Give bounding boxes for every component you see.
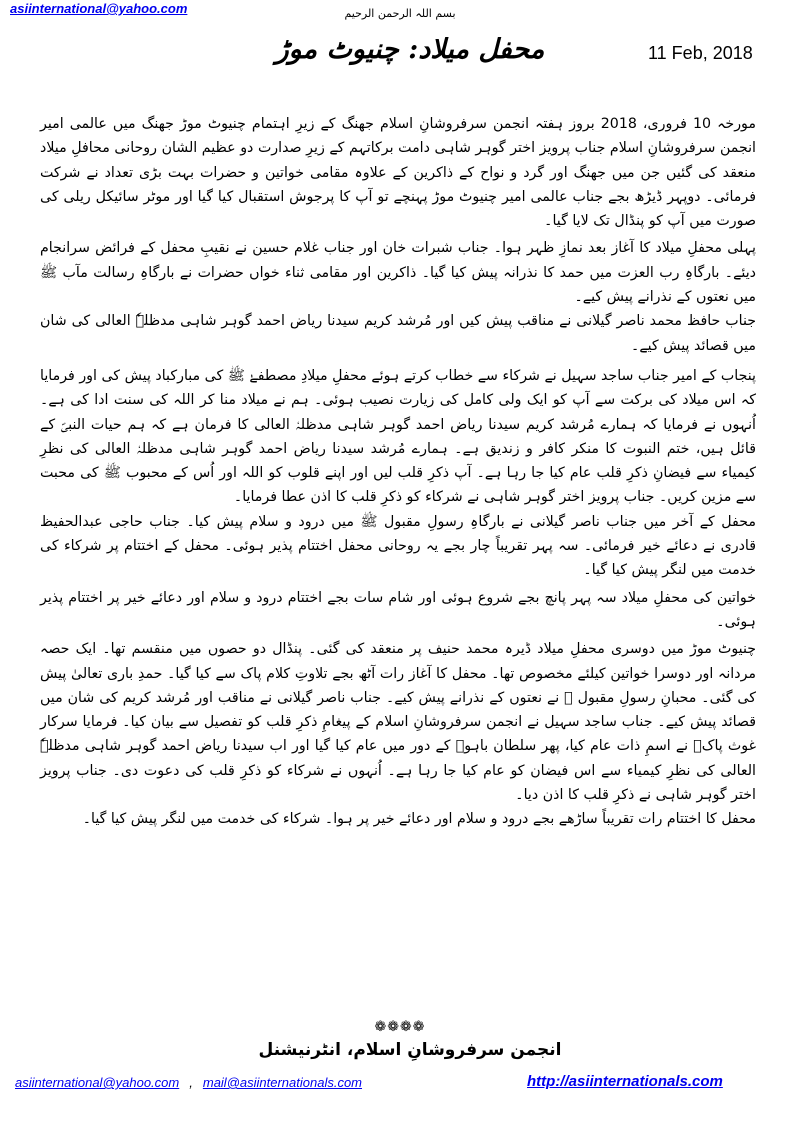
paragraph-2: پہلی محفلِ میلاد کا آغاز بعد نمازِ ظہر ہوا۔ جناب شبرات خان اور جناب غلام حسین نے نقیبِ محفل کے فرائض سرانجام دیئے۔ بارگاہِ رب العزت میں حمد کا نذرانہ پیش کیا گیا۔ ذاکرین اور مقامی ثناء خواں حضرات نے بارگاہِ رسالت مآب ﷺ میں نعتوں کے نذرانے پیش کیے۔ bbox=[40, 240, 756, 306]
paragraph-1: مورخہ 10 فروری، 2018 بروز ہفتہ انجمن سرفروشانِ اسلام جھنگ کے زیرِ اہتمام چنیوٹ موڑ جھنگ میں عالمی امیر انجمن سرفروشانِ اسلام جناب پرویز اختر گوہر شاہی دامت برکاتہم کے زیرِ صدارت دو عظیم الشان روحانی محافلِ میلاد منعقد کی گئیں جن میں جھنگ اور گرد و نواح کے ذاکرین کے علاوہ مقامی خواتین و حضرات بہت بڑی تعداد نے شرکت فرمائی۔ دوپہر ڈیڑھ بجے جناب عالمی امیر چنیوٹ موڑ پہنچے تو آپ کا پرجوش استقبال کیا گیا اور موٹر سائیکل ریلی کی صورت میں آپ کو پنڈال تک لایا گیا۔ bbox=[40, 116, 756, 230]
paragraph-5: محفل کے آخر میں جناب ناصر گیلانی نے بارگاہِ رسولِ مقبول ﷺ میں درود و سلام پیش کیا۔ جناب حاجی عبدالحفیظ قادری نے دعائے خیر فرمائی۔ سہ پہر تقریباً چار بجے یہ روحانی محفل اختتام پذیر ہوئی۔ محفل کے اختتام پر شرکاء کی خدمت میں لنگر پیش کیا گیا۔ bbox=[40, 513, 756, 579]
paragraph-7: چنیوٹ موڑ میں دوسری محفلِ میلاد ڈیرہ محمد حنیف پر منعقد کی گئی۔ پنڈال دو حصوں میں منقسم تھا۔ ایک حصہ مردانہ اور دوسرا خواتین کیلئے مخصوص تھا۔ محفل کا آغاز رات آٹھ بجے تلاوتِ کلام پاک سے کیا گیا۔ حمدِ باری تعالیٰ پیش کی گئی۔ محبانِ رسولِ مقبول ﷺ نے نعتوں کے نذرانے پیش کیے۔ جناب ناصر گیلانی نے مناقب اور مُرشد کریم کی شان میں قصائد پیش کیے۔ جناب ساجد سہیل نے انجمن سرفروشانِ اسلام کے پیغامِ ذکرِ قلب کو تفصیل سے بیان کیا۔ فرمایا سرکار غوث پاکؓ نے اسمِ ذات عام کیا، پھر سلطان باہوؒ کے دور میں عام کیا گیا اور اب سیدنا ریاض احمد گوہر شاہی مدظلہٗ العالی کی نظرِ کیمیاء سے اس فیضان کو عام کیا جا رہا ہے۔ اُنہوں نے شرکاء کو ذکرِ قلب کی دعوت دی۔ جناب پرویز اختر گوہر شاہی نے ذکرِ قلب کا اذن دیا۔ bbox=[40, 641, 756, 804]
footer-email-link-2[interactable]: mail@asiinternationals.com bbox=[202, 1075, 363, 1090]
page-title: محفل میلاد: چنیوٹ موڑ bbox=[275, 34, 545, 65]
bismillah-text: بسم اللہ الرحمن الرحیم bbox=[344, 7, 456, 20]
paragraph-8: محفل کا اختتام رات تقریباً ساڑھے بجے درود و سلام اور دعائے خیر پر ہوا۔ شرکاء کی خدمت میں لنگر پیش کیا گیا۔ bbox=[82, 811, 756, 828]
paragraph-4: پنجاب کے امیر جناب ساجد سہیل نے شرکاء سے خطاب کرتے ہوئے محفلِ میلادِ مصطفےٰ ﷺ کی مبارکباد پیش کی اور فرمایا کہ اس میلاد کی برکت سے آپ کو ایک ولی کامل کی زیارت نصیب ہوئی۔ ہم نے میلاد منا کر اللہ کی سنت ادا کی ہے۔ اُنہوں نے فرمایا کہ ہمارے مُرشد کریم سیدنا ریاض احمد گوہر شاہی مدظلہٗ العالی کا فرمان ہے کہ ہم حیات النبیؐ کے قائل ہیں، ختم النبوت کا منکر کافر و زندیق ہے۔ ہمارے مُرشد سیدنا ریاض احمد گوہر شاہی مدظلہٗ العالی کی نظرِ کیمیاء سے فیضانِ ذکرِ قلب عام کیا جا رہا ہے۔ آپ ذکرِ قلب لیں اور اپنے قلوب کو اللہ اور اُس کے محبوب ﷺ کی محبت سے مزین کریں۔ جناب پرویز اختر گوہر شاہی نے شرکاء کو ذکرِ قلب کا اذن عطا فرمایا۔ bbox=[40, 367, 756, 506]
footer-website-link[interactable]: http://asiinternationals.com bbox=[527, 1073, 723, 1090]
article-date: 11 Feb, 2018 bbox=[648, 43, 753, 63]
paragraph-6: خواتین کی محفلِ میلاد سہ پہر پانچ بجے شروع ہوئی اور شام سات بجے اختتام درود و سلام اور دعائے خیر پر اختتام پذیر ہوئی۔ bbox=[40, 589, 756, 630]
paragraph-3: جناب حافظ محمد ناصر گیلانی نے مناقب پیش کیں اور مُرشد کریم سیدنا ریاض احمد گوہر شاہی مدظلہٗ العالی کی شان میں قصائد پیش کیے۔ bbox=[40, 313, 756, 354]
footer-email-link-1[interactable]: asiinternational@yahoo.com bbox=[15, 1075, 180, 1090]
article-body bbox=[40, 112, 756, 832]
header-email-link[interactable]: asiinternational@yahoo.com bbox=[10, 1, 188, 16]
footer-contacts bbox=[15, 1075, 362, 1090]
organization-name: انجمن سرفروشانِ اسلام، انٹرنیشنل bbox=[258, 1040, 562, 1060]
footer-separator: , bbox=[189, 1075, 193, 1090]
ornament-divider: ❁❁❁❁ bbox=[374, 1019, 426, 1035]
